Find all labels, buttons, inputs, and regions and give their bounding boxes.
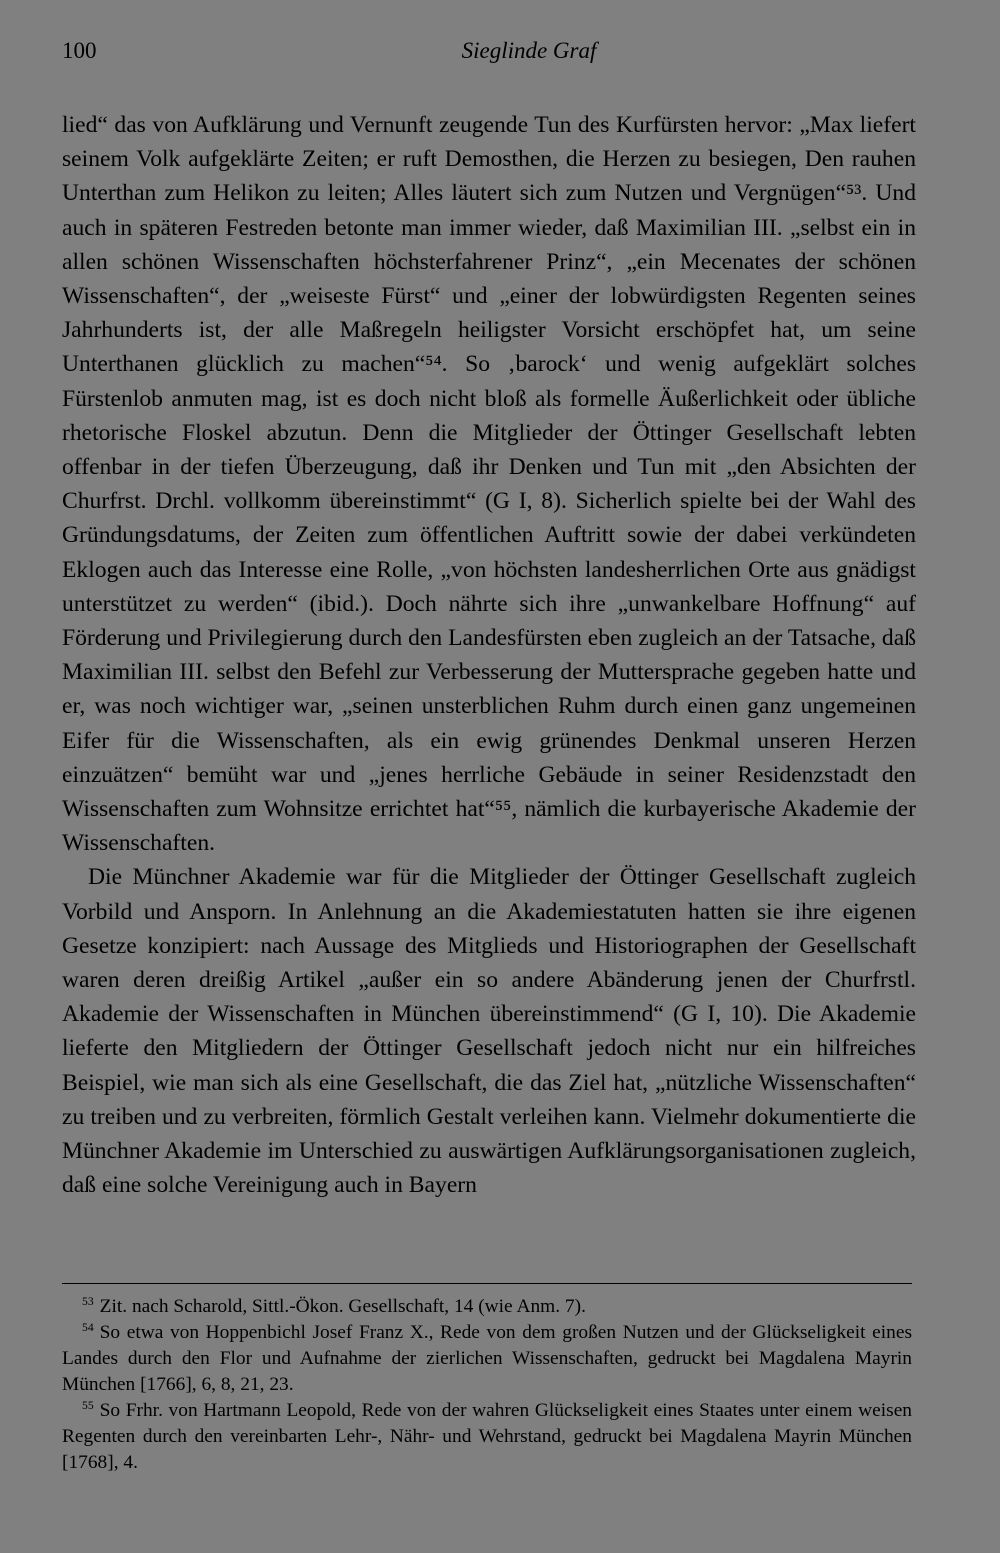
footnotes (62, 1294, 912, 1476)
footnote-mark: 54 (82, 1321, 94, 1335)
footnote-53 (62, 1294, 912, 1320)
paragraph-1: lied“ das von Aufklärung und Vernunft zeugende Tun des Kurfürsten hervor: „Max liefert seinem Volk aufgeklärte Zeiten; er ruft Demosthen, die Herzen zu besiegen, Den rauhen Unterthan zum Helikon zu leiten; Alles läutert sich zum Nutzen und Vergnügen“⁵³. Und auch in späteren Festreden betonte man immer wieder, daß Maximilian III. „selbst ein in allen schönen Wissenschaften höchsterfahrener Prinz“, „ein Mecenates der schönen Wissenschaften“, der „weiseste Fürst“ und „einer der lobwürdigsten Regenten seines Jahrhunderts ist, der alle Maßregeln heiligster Vorsicht erschöpfet hat, um seine Unterthanen glücklich zu machen“⁵⁴. So ‚barock‘ und wenig aufgeklärt solches Fürstenlob anmuten mag, ist es doch nicht bloß als formelle Äußerlichkeit oder übliche rhetorische Floskel abzutun. Denn die Mitglieder der Öttinger Gesellschaft lebten offenbar in der tiefen Überzeugung, daß ihr Denken und Tun mit „den Absichten der Churfrst. Drchl. vollkomm übereinstimmt“ (G I, 8). Sicherlich spielte bei der Wahl des Gründungsdatums, der Zeiten zum öffentlichen Auftritt sowie der dabei verkündeten Eklogen auch das Interesse eine Rolle, „von höchsten landesherrlichen Orte aus gnädigst unterstützet zu werden“ (ibid.). Doch nährte sich ihre „unwankelbare Hoffnung“ auf Förderung und Privilegierung durch den Landesfürsten eben zugleich an der Tatsache, daß Maximilian III. selbst den Befehl zur Verbesserung der Muttersprache gegeben hatte und er, was noch wichtiger war, „seinen unsterblichen Ruhm durch einen ganz ungemeinen Eifer für die Wissenschaften, als ein ewig grünendes Denkmal unseren Herzen einzuätzen“ bemüht war und „jenes herrliche Gebäude in seiner Residenzstadt den Wissenschaften zum Wohnsitze errichtet hat“⁵⁵, nämlich die kurbayerische Akademie der Wissenschaften. (62, 112, 916, 857)
page-number: 100 (62, 38, 97, 63)
running-head (62, 38, 916, 72)
footnote-mark: 53 (82, 1295, 94, 1309)
footnote-rule (62, 1283, 912, 1284)
body-text (62, 108, 916, 1203)
paragraph-2: Die Münchner Akademie war für die Mitglieder der Öttinger Gesellschaft zugleich Vorbild und Ansporn. In Anlehnung an die Akademiestatuten hatten sie ihre eigenen Gesetze konzipiert: nach Aussage des Mitglieds und Historiographen der Gesellschaft waren deren dreißig Artikel „außer ein so andere Abänderung jenen der Churfrstl. Akademie der Wissenschaften in München übereinstimmend“ (G I, 10). Die Akademie lieferte den Mitgliedern der Öttinger Gesellschaft jedoch nicht nur ein hilfreiches Beispiel, wie man sich als eine Gesellschaft, die das Ziel hat, „nützliche Wissenschaften“ zu treiben und zu verbreiten, förmlich Gestalt verleihen kann. Vielmehr dokumentierte die Münchner Akademie im Unterschied zu auswärtigen Aufklärungsorganisationen zugleich, daß eine solche Vereinigung auch in Bayern (62, 864, 916, 1199)
footnote-mark: 55 (82, 1399, 94, 1413)
footnote-text: So etwa von Hoppenbichl Josef Franz X., Rede von dem großen Nutzen und der Glückseligkeit eines Landes durch den Flor und Aufnahme der zierlichen Wissenschaften, gedruckt bei Magdalena Mayrin München [1766], 6, 8, 21, 23. (62, 1322, 912, 1395)
footnote-54 (62, 1320, 912, 1398)
running-title: Sieglinde Graf (461, 38, 597, 63)
footnote-text: Zit. nach Scharold, Sittl.-Ökon. Gesellschaft, 14 (wie Anm. 7). (99, 1296, 586, 1317)
footnote-55 (62, 1398, 912, 1476)
footnote-text: So Frhr. von Hartmann Leopold, Rede von der wahren Glückseligkeit eines Staates unter einem weisen Regenten durch den vereinbarten Lehr-, Nähr- und Wehrstand, gedruckt bei Magdalena Mayrin München [1768], 4. (62, 1400, 912, 1473)
